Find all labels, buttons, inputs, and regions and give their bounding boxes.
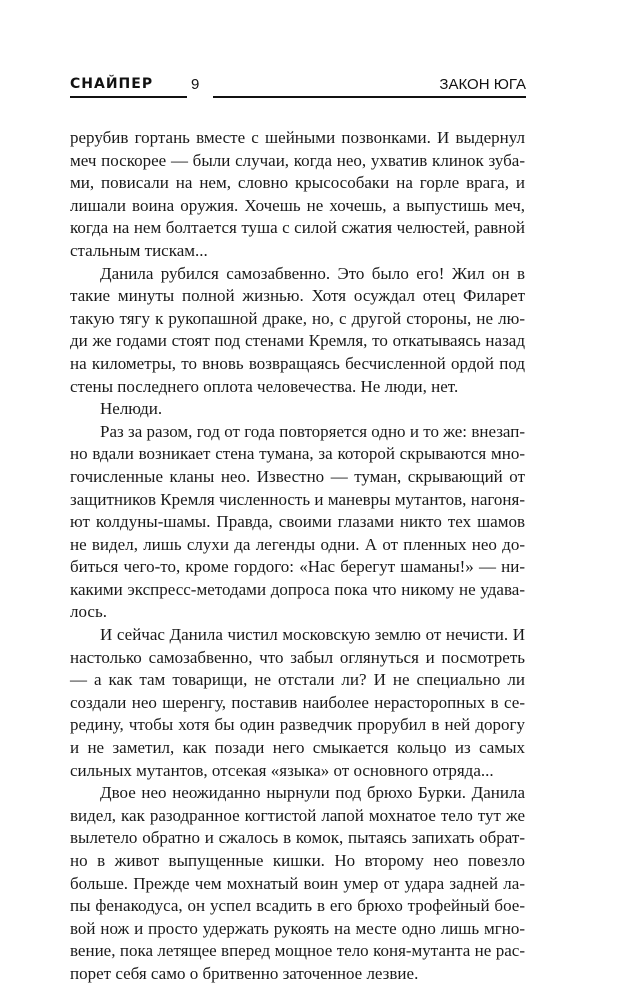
- paragraph: Раз за разом, год от года повторяется одно и то же: внезапно вдали возникает стена тумана, за которой скрываются многочисленные кланы нео. Известно — туман, скрывающий от защитников Кремля численность и маневры мутантов, нагоняют колдуны-шамы. Правда, своими глазами никто тех шамов не видел, лишь слухи да легенды одни. А от пленных нео добиться чего-то, кроме гордого: «Нас берегут шаманы!» — никакими экспресс-методами допроса пока что никому не удавалось.: [70, 421, 525, 622]
- title-underline: [213, 96, 526, 98]
- running-header: [70, 70, 526, 100]
- book-title: ЗАКОН ЮГА: [439, 76, 526, 93]
- series-name: СНАЙПЕР: [70, 76, 154, 92]
- paragraph: Нелюди.: [100, 399, 163, 419]
- paragraph-continued: рерубив гортань вместе с шейными позвонками. И выдернул меч поскорее — были случаи, когда нео, ухватив клинок зубами, повисали на нем, словно крысособаки на горле врага, и лишали воина оружия. Хочешь не хочешь, а выпустишь меч, когда на нем болтается туша с силой сжатия челюстей, равной стальным тискам...: [70, 128, 525, 260]
- paragraph: Данила рубился самозабвенно. Это было его! Жил он в такие минуты полной жизнью. Хотя осуждал отец Филарет такую тягу к рукопашной драке, но, с другой стороны, не люди же годами стоят под стенами Кремля, то откатываясь назад на километры, то вновь возвращаясь бесчисленной ордой под стены последнего оплота человечества. Не люди, нет.: [70, 263, 525, 396]
- series-underline: [70, 96, 187, 98]
- body-text: [70, 127, 525, 986]
- paragraph: И сейчас Данила чистил московскую землю от нечисти. И настолько самозабвенно, что забыл оглянуться и посмотреть — а как там товарищи, не отстали ли? И не специально ли создали нео шеренгу, поставив наиболее нерасторопных в середину, чтобы хотя бы один разведчик прорубил в ней дорогу и не заметил, как позади него смыкается кольцо из самых сильных мутантов, отсекая «языка» от основного отряда...: [70, 625, 525, 780]
- page-number: 9: [191, 76, 200, 93]
- paragraph: Двое нео неожиданно нырнули под брюхо Бурки. Данила видел, как разодранное когтистой лапой мохнатое тело тут же вылетело обратно и сжалось в комок, пытаясь запихать обратно в живот выпущенные кишки. Но второму нео повезло больше. Прежде чем мохнатый воин умер от удара задней лапы фенакодуса, он успел всадить в его брюхо трофейный боевой нож и просто удержать рукоять на месте одно лишь мгновение, пока летящее вперед мощное тело коня-мутанта не распорет себя само о бритвенно заточенное лезвие.: [70, 783, 525, 983]
